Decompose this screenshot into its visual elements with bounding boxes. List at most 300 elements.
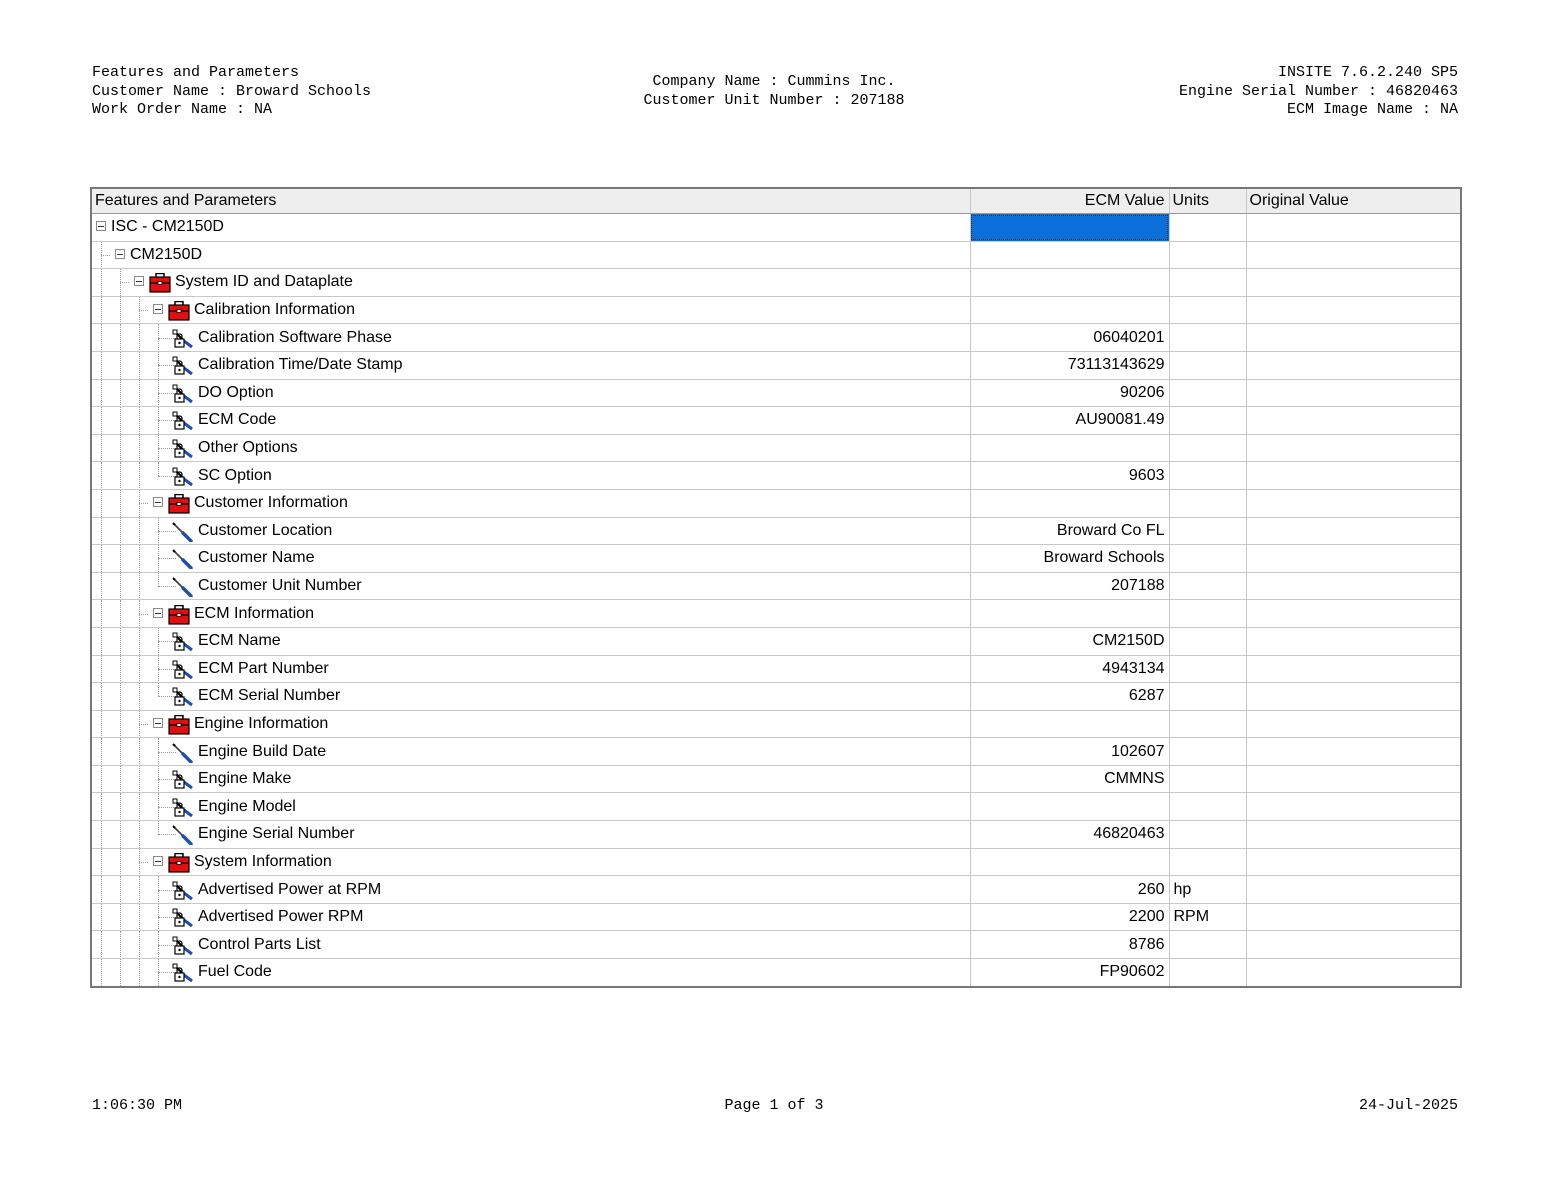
tree-guide-line (120, 627, 121, 655)
units-cell (1169, 627, 1246, 655)
row-label: System Information (194, 852, 332, 870)
group-row[interactable] (91, 848, 1461, 876)
ecm-value-cell[interactable]: AU90081.49 (970, 407, 1169, 435)
ecm-value-cell[interactable]: 73113143629 (970, 351, 1169, 379)
group-row[interactable] (91, 600, 1461, 628)
tree-guide-line (139, 462, 140, 490)
units-cell (1169, 269, 1246, 297)
tree-cell (91, 269, 970, 297)
tree-guide-line (120, 848, 121, 876)
units-cell (1169, 545, 1246, 573)
row-label: Fuel Code (198, 963, 272, 981)
ecm-value-cell[interactable] (970, 269, 1169, 297)
tree-cell (91, 710, 970, 738)
row-label: Advertised Power at RPM (198, 880, 382, 898)
ecm-value-cell[interactable]: 90206 (970, 379, 1169, 407)
collapse-toggle-icon[interactable] (153, 304, 163, 314)
locked-tool-icon (172, 467, 194, 487)
ecm-image-line: ECM Image Name : NA (1286, 101, 1458, 118)
tree-cell (91, 655, 970, 683)
tree-guide-line (139, 876, 140, 904)
parameter-row[interactable] (91, 683, 1461, 711)
tree-cell (91, 821, 970, 849)
units-cell (1169, 765, 1246, 793)
row-label: Other Options (198, 439, 298, 457)
parameter-row[interactable] (91, 738, 1461, 766)
row-label: Engine Information (194, 714, 329, 732)
tree-guide-line (120, 489, 121, 517)
tree-cell (91, 903, 970, 931)
original-value-cell (1246, 462, 1461, 490)
customer-name-line: Customer Name : Broward Schools (92, 82, 372, 100)
footer-date: 24-Jul-2025 (1358, 1097, 1458, 1114)
ecm-value-cell[interactable]: 2200 (970, 903, 1169, 931)
original-value-cell (1246, 407, 1461, 435)
original-value-cell (1246, 931, 1461, 959)
original-value-cell (1246, 710, 1461, 738)
tree-connector (139, 724, 148, 725)
tree-guide-line (101, 434, 102, 462)
units-cell (1169, 214, 1246, 242)
units-cell (1169, 931, 1246, 959)
tree-guide-line (101, 296, 102, 324)
locked-tool-icon (172, 963, 194, 983)
units-cell (1169, 959, 1246, 987)
tree-guide-line (120, 296, 121, 324)
collapse-toggle-icon[interactable] (134, 276, 144, 286)
locked-tool-icon (172, 439, 194, 459)
original-value-cell (1246, 545, 1461, 573)
units-cell (1169, 434, 1246, 462)
column-header-units[interactable]: Units (1169, 188, 1246, 214)
group-row[interactable] (91, 269, 1461, 297)
red-toolbox-icon (168, 605, 190, 625)
column-header-features[interactable]: Features and Parameters (91, 188, 970, 214)
collapse-toggle-icon[interactable] (115, 249, 125, 259)
original-value-cell (1246, 517, 1461, 545)
tree-cell (91, 572, 970, 600)
parameter-row[interactable] (91, 379, 1461, 407)
tree-guide-line (101, 683, 102, 711)
units-cell (1169, 710, 1246, 738)
footer-page-number: Page 1 of 3 (724, 1097, 824, 1114)
tree-guide-line (139, 765, 140, 793)
tree-guide-line (139, 324, 140, 352)
tree-guide-line (120, 903, 121, 931)
parameter-row[interactable] (91, 793, 1461, 821)
tree-node-row[interactable] (91, 214, 1461, 242)
row-label: Advertised Power RPM (198, 908, 364, 926)
units-cell (1169, 738, 1246, 766)
tree-guide-line (139, 793, 140, 821)
locked-tool-icon (172, 356, 194, 376)
tree-guide-line (139, 821, 140, 849)
locked-tool-icon (172, 411, 194, 431)
tree-connector (120, 282, 129, 283)
units-cell (1169, 379, 1246, 407)
units-cell (1169, 848, 1246, 876)
units-cell (1169, 517, 1246, 545)
parameter-row[interactable] (91, 655, 1461, 683)
parameter-row[interactable] (91, 351, 1461, 379)
tree-cell (91, 683, 970, 711)
ecm-value-cell[interactable]: Broward Co FL (970, 517, 1169, 545)
parameter-row[interactable] (91, 434, 1461, 462)
tree-guide-line (120, 462, 121, 490)
tree-cell (91, 545, 970, 573)
tree-guide-line (120, 710, 121, 738)
ecm-value-cell[interactable] (970, 489, 1169, 517)
original-value-cell (1246, 269, 1461, 297)
units-cell (1169, 821, 1246, 849)
parameter-row[interactable] (91, 517, 1461, 545)
parameter-row[interactable] (91, 959, 1461, 987)
ecm-value-cell[interactable]: FP90602 (970, 959, 1169, 987)
original-value-cell (1246, 572, 1461, 600)
tree-guide-line (139, 903, 140, 931)
tree-cell (91, 848, 970, 876)
screwdriver-icon (172, 743, 194, 763)
row-label: ECM Information (194, 604, 315, 622)
tree-cell (91, 351, 970, 379)
row-label: ECM Part Number (198, 659, 329, 677)
tree-guide-line (120, 572, 121, 600)
tree-guide-line (158, 683, 159, 697)
ecm-value-cell[interactable]: 4943134 (970, 655, 1169, 683)
ecm-value-cell[interactable] (970, 793, 1169, 821)
tree-cell (91, 462, 970, 490)
tree-guide-line (101, 738, 102, 766)
tree-guide-line (101, 931, 102, 959)
row-label: Engine Model (198, 797, 296, 815)
screwdriver-icon (172, 577, 194, 597)
tree-guide-line (120, 738, 121, 766)
units-cell (1169, 655, 1246, 683)
ecm-value-cell[interactable]: 9603 (970, 462, 1169, 490)
red-toolbox-icon (168, 715, 190, 735)
original-value-cell (1246, 655, 1461, 683)
tree-guide-line (101, 545, 102, 573)
red-toolbox-icon (168, 853, 190, 873)
row-label: System ID and Dataplate (175, 273, 353, 291)
units-cell (1169, 324, 1246, 352)
tree-guide-line (139, 627, 140, 655)
original-value-cell (1246, 379, 1461, 407)
row-label: Customer Information (194, 494, 348, 512)
ecm-value-cell[interactable]: CM2150D (970, 627, 1169, 655)
tree-node-row[interactable] (91, 241, 1461, 269)
ecm-value-cell[interactable]: 260 (970, 876, 1169, 904)
row-label: Engine Make (198, 770, 292, 788)
tree-guide-line (139, 959, 140, 987)
tree-guide-line (139, 517, 140, 545)
units-cell (1169, 793, 1246, 821)
row-label: ECM Name (198, 632, 281, 650)
row-label: Engine Build Date (198, 742, 327, 760)
ecm-value-cell[interactable] (970, 600, 1169, 628)
original-value-cell (1246, 241, 1461, 269)
tree-cell (91, 517, 970, 545)
tree-guide-line (101, 269, 102, 297)
tree-guide-line (101, 903, 102, 931)
locked-tool-icon (172, 908, 194, 928)
tree-cell (91, 931, 970, 959)
red-toolbox-icon (149, 273, 171, 293)
red-toolbox-icon (168, 301, 190, 321)
row-label: ECM Serial Number (198, 687, 341, 705)
ecm-value-cell[interactable] (970, 296, 1169, 324)
row-label: CM2150D (130, 245, 203, 263)
tree-guide-line (139, 434, 140, 462)
tree-guide-line (139, 683, 140, 711)
tree-guide-line (101, 462, 102, 490)
company-name-line: Company Name : Cummins Inc. (652, 73, 896, 90)
tree-guide-line (139, 379, 140, 407)
footer-time: 1:06:30 PM (92, 1097, 183, 1114)
parameter-row[interactable] (91, 462, 1461, 490)
ecm-value-cell[interactable]: 102607 (970, 738, 1169, 766)
tree-guide-line (120, 821, 121, 849)
original-value-cell (1246, 738, 1461, 766)
original-value-cell (1246, 351, 1461, 379)
tree-connector (139, 614, 148, 615)
units-cell: hp (1169, 876, 1246, 904)
tree-guide-line (101, 627, 102, 655)
locked-tool-icon (172, 660, 194, 680)
locked-tool-icon (172, 770, 194, 790)
tree-cell (91, 379, 970, 407)
screwdriver-icon (172, 522, 194, 542)
parameter-row[interactable] (91, 931, 1461, 959)
row-label: SC Option (198, 466, 272, 484)
row-label: Calibration Information (194, 301, 355, 319)
software-version-line: INSITE 7.6.2.240 SP5 (1277, 64, 1458, 81)
tree-connector (139, 503, 148, 504)
screwdriver-icon (172, 549, 194, 569)
tree-guide-line (139, 545, 140, 573)
locked-tool-icon (172, 936, 194, 956)
original-value-cell (1246, 793, 1461, 821)
tree-cell (91, 407, 970, 435)
locked-tool-icon (172, 798, 194, 818)
report-header-left (92, 64, 371, 120)
row-label: Control Parts List (198, 935, 321, 953)
column-header-ecm-value[interactable]: ECM Value (970, 188, 1169, 214)
report-title: Features and Parameters (92, 64, 300, 81)
tree-guide-line (101, 600, 102, 628)
tree-guide-line (120, 683, 121, 711)
tree-guide-line (101, 793, 102, 821)
units-cell: RPM (1169, 903, 1246, 931)
tree-guide-line (158, 821, 159, 835)
original-value-cell (1246, 434, 1461, 462)
row-label: ISC - CM2150D (111, 218, 224, 236)
original-value-cell (1246, 876, 1461, 904)
ecm-value-cell[interactable] (970, 710, 1169, 738)
tree-guide-line (139, 572, 140, 600)
ecm-value-cell[interactable]: CMMNS (970, 765, 1169, 793)
ecm-value-cell[interactable]: Broward Schools (970, 545, 1169, 573)
ecm-value-cell[interactable]: 8786 (970, 931, 1169, 959)
tree-cell (91, 876, 970, 904)
parameter-row[interactable] (91, 765, 1461, 793)
tree-guide-line (101, 876, 102, 904)
tree-cell (91, 738, 970, 766)
tree-cell (91, 434, 970, 462)
parameter-row[interactable] (91, 821, 1461, 849)
table-header-row (91, 188, 1461, 214)
report-header-center (560, 73, 988, 110)
collapse-toggle-icon[interactable] (96, 221, 106, 231)
tree-cell (91, 765, 970, 793)
tree-connector (139, 310, 148, 311)
units-cell (1169, 241, 1246, 269)
tree-guide-line (139, 738, 140, 766)
tree-guide-line (101, 655, 102, 683)
row-label: ECM Code (198, 411, 277, 429)
tree-cell (91, 296, 970, 324)
group-row[interactable] (91, 489, 1461, 517)
parameter-row[interactable] (91, 876, 1461, 904)
ecm-value-cell[interactable] (970, 214, 1169, 242)
row-label: Customer Name (198, 549, 315, 567)
tree-guide-line (101, 379, 102, 407)
tree-guide-line (120, 434, 121, 462)
original-value-cell (1246, 489, 1461, 517)
ecm-value-cell[interactable]: 06040201 (970, 324, 1169, 352)
original-value-cell (1246, 821, 1461, 849)
original-value-cell (1246, 683, 1461, 711)
ecm-value-cell[interactable]: 46820463 (970, 821, 1169, 849)
work-order-line: Work Order Name : NA (92, 101, 273, 118)
red-toolbox-icon (168, 494, 190, 514)
row-label: Calibration Software Phase (198, 328, 392, 346)
customer-unit-line: Customer Unit Number : 207188 (643, 91, 905, 109)
tree-guide-line (120, 959, 121, 987)
tree-guide-line (120, 600, 121, 628)
locked-tool-icon (172, 881, 194, 901)
units-cell (1169, 600, 1246, 628)
tree-connector (139, 862, 148, 863)
original-value-cell (1246, 214, 1461, 242)
original-value-cell (1246, 848, 1461, 876)
locked-tool-icon (172, 384, 194, 404)
locked-tool-icon (172, 687, 194, 707)
tree-cell (91, 241, 970, 269)
parameter-row[interactable] (91, 627, 1461, 655)
original-value-cell (1246, 903, 1461, 931)
row-label: Customer Unit Number (198, 577, 362, 595)
tree-guide-line (120, 765, 121, 793)
column-header-original-value[interactable]: Original Value (1246, 188, 1461, 214)
tree-guide-line (120, 545, 121, 573)
tree-guide-line (101, 710, 102, 738)
ecm-value-cell[interactable] (970, 848, 1169, 876)
parameter-row[interactable] (91, 324, 1461, 352)
ecm-value-cell[interactable]: 6287 (970, 683, 1169, 711)
units-cell (1169, 489, 1246, 517)
tree-guide-line (101, 517, 102, 545)
parameter-row[interactable] (91, 572, 1461, 600)
tree-guide-line (120, 351, 121, 379)
group-row[interactable] (91, 710, 1461, 738)
row-label: Calibration Time/Date Stamp (198, 356, 403, 374)
tree-guide-line (101, 351, 102, 379)
tree-guide-line (158, 572, 159, 586)
tree-guide-line (101, 572, 102, 600)
tree-guide-line (120, 324, 121, 352)
tree-guide-line (101, 959, 102, 987)
original-value-cell (1246, 324, 1461, 352)
tree-cell (91, 959, 970, 987)
screwdriver-icon (172, 825, 194, 845)
tree-cell (91, 489, 970, 517)
tree-guide-line (120, 793, 121, 821)
tree-guide-line (101, 765, 102, 793)
units-cell (1169, 462, 1246, 490)
ecm-value-cell[interactable]: 207188 (970, 572, 1169, 600)
tree-guide-line (101, 489, 102, 517)
tree-guide-line (101, 324, 102, 352)
tree-guide-line (120, 931, 121, 959)
tree-cell (91, 324, 970, 352)
row-label: Customer Location (198, 521, 333, 539)
tree-cell (91, 627, 970, 655)
parameter-row[interactable] (91, 407, 1461, 435)
tree-guide-line (120, 655, 121, 683)
tree-cell (91, 793, 970, 821)
original-value-cell (1246, 765, 1461, 793)
original-value-cell (1246, 959, 1461, 987)
tree-guide-line (139, 407, 140, 435)
original-value-cell (1246, 627, 1461, 655)
group-row[interactable] (91, 296, 1461, 324)
units-cell (1169, 351, 1246, 379)
tree-guide-line (120, 876, 121, 904)
row-label: Engine Serial Number (198, 825, 355, 843)
tree-guide-line (120, 407, 121, 435)
tree-connector (101, 255, 110, 256)
collapse-toggle-icon[interactable] (153, 608, 163, 618)
tree-cell (91, 600, 970, 628)
locked-tool-icon (172, 329, 194, 349)
collapse-toggle-icon[interactable] (153, 718, 163, 728)
original-value-cell (1246, 600, 1461, 628)
parameter-row[interactable] (91, 903, 1461, 931)
row-label: DO Option (198, 383, 274, 401)
units-cell (1169, 407, 1246, 435)
locked-tool-icon (172, 632, 194, 652)
parameter-row[interactable] (91, 545, 1461, 573)
engine-serial-line: Engine Serial Number : 46820463 (1178, 82, 1458, 100)
ecm-value-cell[interactable] (970, 434, 1169, 462)
tree-guide-line (139, 931, 140, 959)
collapse-toggle-icon[interactable] (153, 856, 163, 866)
original-value-cell (1246, 296, 1461, 324)
units-cell (1169, 296, 1246, 324)
ecm-value-cell[interactable] (970, 241, 1169, 269)
tree-guide-line (120, 379, 121, 407)
report-header-right (1179, 64, 1458, 120)
collapse-toggle-icon[interactable] (153, 497, 163, 507)
units-cell (1169, 683, 1246, 711)
tree-guide-line (101, 821, 102, 849)
tree-guide-line (158, 462, 159, 476)
tree-guide-line (101, 407, 102, 435)
tree-guide-line (120, 517, 121, 545)
tree-cell (91, 214, 970, 242)
parameters-table (90, 187, 1462, 988)
